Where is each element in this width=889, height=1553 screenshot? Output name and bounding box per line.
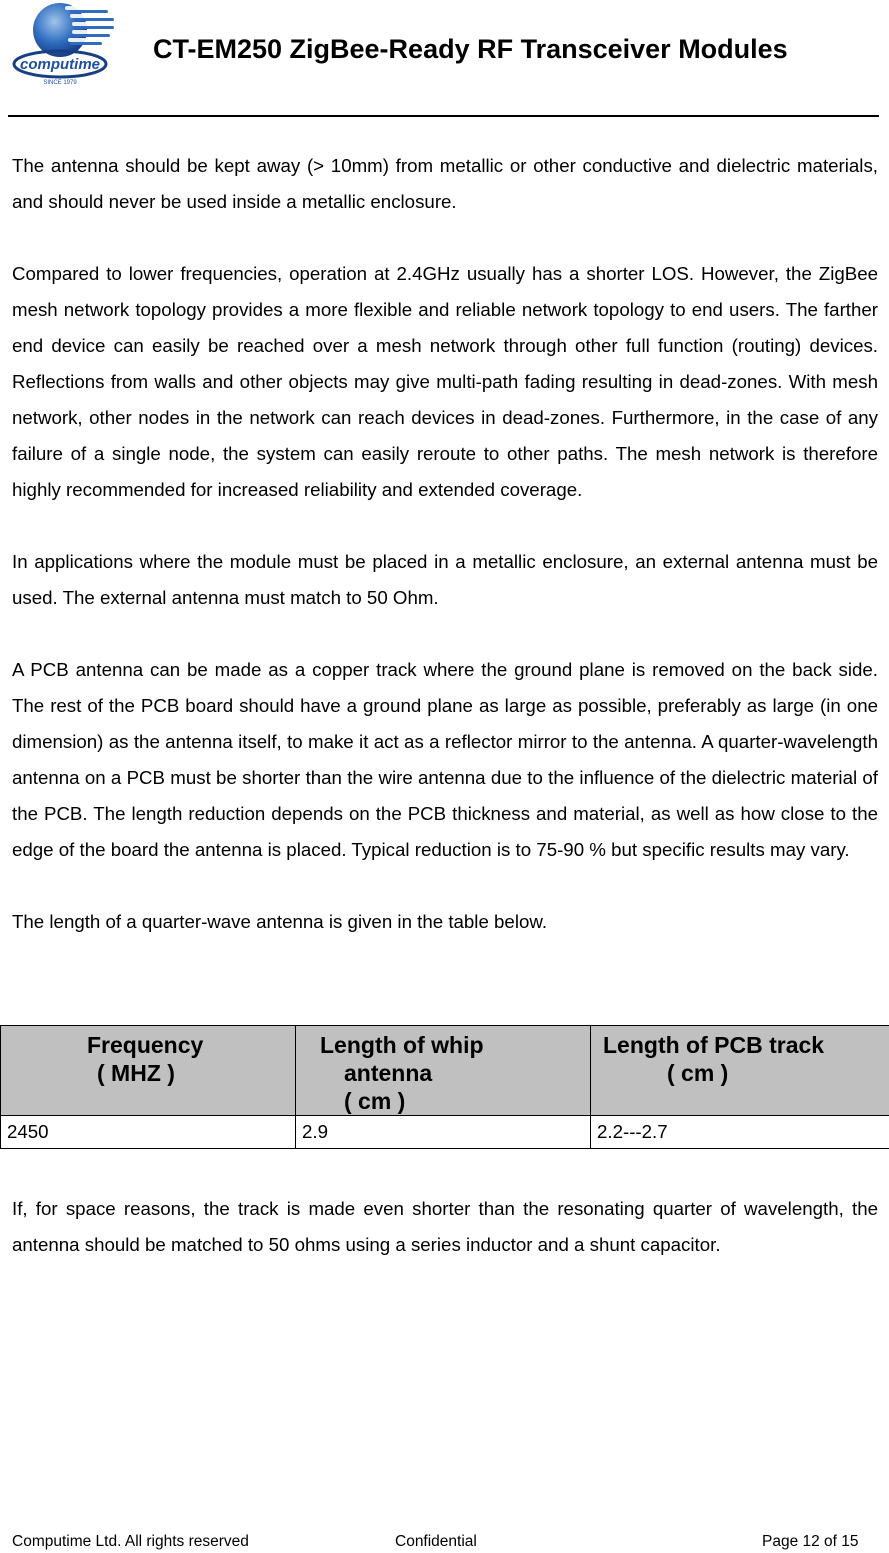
header-pcb-length <box>591 1026 889 1116</box>
header-unit: ( MHZ ) <box>97 1060 175 1086</box>
paragraph: The antenna should be kept away (> 10mm) from metallic or other conductive and dielectric materials, and should never be used inside a metallic enclosure. <box>12 155 878 212</box>
closing-text <box>12 1191 878 1299</box>
paragraph: A PCB antenna can be made as a copper track where the ground plane is removed on the back side. The rest of the PCB board should have a ground plane as large as possible, preferably as large (in one dimension) as the antenna itself, to make it act as a reflector mirror to the antenna. A quarter-wavelength antenna on a PCB must be shorter than the wire antenna due to the influence of the dielectric material of the PCB. The length reduction depends on the PCB thickness and material, as well as how close to the edge of the board the antenna is placed. Typical reduction is to 75-90 % but specific results may vary. <box>12 659 878 860</box>
header-frequency <box>1 1026 296 1116</box>
table-row <box>1 1116 889 1149</box>
logo-tagline: SINCE 1979 <box>43 80 77 86</box>
logo-wordmark: computime <box>19 56 101 73</box>
header-whip-length <box>296 1026 591 1116</box>
cell-pcb-length: 2.2---2.7 <box>591 1116 889 1149</box>
document-title: CT-EM250 ZigBee-Ready RF Transceiver Modules <box>153 34 788 64</box>
header-text: Length of PCB track <box>603 1032 825 1058</box>
footer-confidential: Confidential <box>395 1533 477 1550</box>
paragraph: Compared to lower frequencies, operation at 2.4GHz usually has a shorter LOS. However, the ZigBee mesh network topology provides a more flexible and reliable network topology to end users. The farther end device can easily be reached over a mesh network through other full function (routing) devices. Reflections from walls and other objects may give multi-path fading resulting in dead-zones. With mesh network, other nodes in the network can reach devices in dead-zones. Furthermore, in the case of any failure of a single node, the system can easily reroute to other paths. The mesh network is therefore highly recommended for increased reliability and extended coverage. <box>12 263 878 500</box>
paragraph: In applications where the module must be placed in a metallic enclosure, an external antenna must be used. The external antenna must match to 50 Ohm. <box>12 551 878 608</box>
table-header-row <box>1 1026 889 1116</box>
antenna-length-table <box>0 1025 889 1149</box>
header-text: antenna <box>344 1060 433 1086</box>
header-unit: ( cm ) <box>667 1060 729 1086</box>
company-logo <box>10 0 122 100</box>
body-text <box>12 148 878 976</box>
paragraph: The length of a quarter-wave antenna is given in the table below. <box>12 911 548 932</box>
footer-copyright: Computime Ltd. All rights reserved <box>12 1533 249 1550</box>
header-text: Frequency <box>87 1032 204 1058</box>
header-unit: ( cm ) <box>344 1088 406 1114</box>
cell-frequency: 2450 <box>1 1116 296 1149</box>
header-text: Length of whip <box>320 1032 484 1058</box>
paragraph: If, for space reasons, the track is made even shorter than the resonating quarter of wavelength, the antenna should be matched to 50 ohms using a series inductor and a shunt capacitor. <box>12 1198 878 1255</box>
header-divider <box>8 115 879 117</box>
footer-page-number: Page 12 of 15 <box>762 1533 859 1550</box>
cell-whip-length: 2.9 <box>296 1116 591 1149</box>
